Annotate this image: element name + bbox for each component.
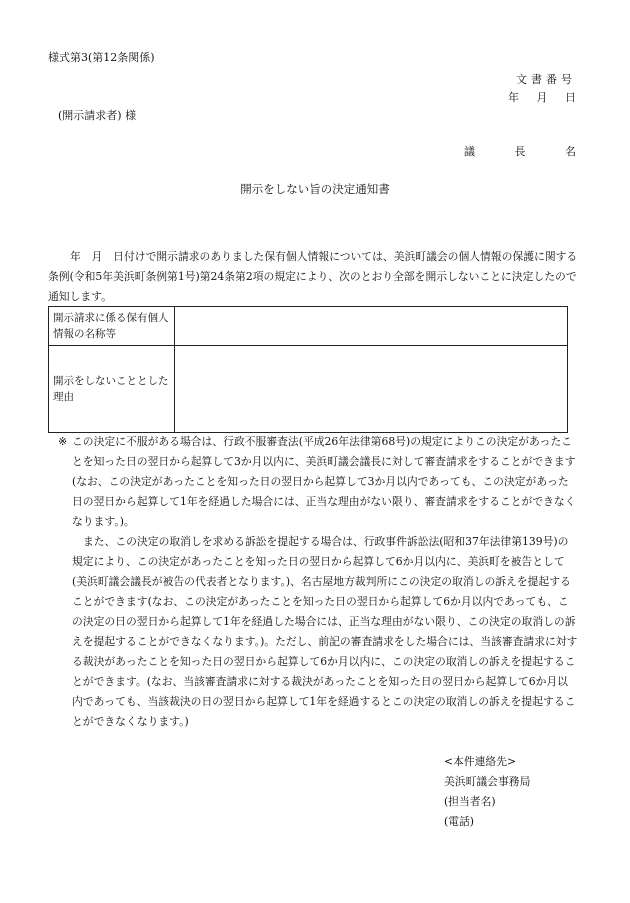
non-disclosure-reason-label: 開示をしないこととした理由 [49,346,175,433]
note-appeal-text: この決定に不服がある場合は、行政不服審査法(平成26年法律第68号)の規定によりこの決定があったことを知った日の翌日から起算して3か月以内に、美浜町議会議長に対して審査請求をすることができます(なお、この決定があったことを知った日の翌日から起算して3か月以内であっても、この決定があった日の翌日から起算して1年を経過した場合には、正当な理由がない限り、審査請求をすることができなくなります。)。 [72,435,576,528]
note-paragraph-lawsuit: また、この決定の取消しを求める訴訟を提起する場合は、行政事件訴訟法(昭和37年法律第139号)の規定により、この決定があったことを知った日の翌日から起算して6か月以内に、美浜町を被告として(美浜町議会議長が被告の代表者となります。)、名古屋地方裁判所にこの決定の取消しの訴えを提起することができます(なお、この決定があったことを知った日の翌日から起算して6か月以内であっても、この決定の日の翌日から起算して1年を経過した場合には、正当な理由がない限り、この決定の取消しの訴えを提起することができなくなります。)。ただし、前記の審査請求をした場合には、当該審査請求に対する裁決があったことを知った日の翌日から起算して6か月以内に、この決定の取消しの訴えを提起することができます。(なお、当該審査請求に対する裁決があったことを知った日の翌日から起算して6か月以内であっても、当該裁決の日の翌日から起算して1年を経過するとこの決定の取消しの訴えを提起することができなくなります。) [72,535,578,728]
decision-info-table [48,306,568,433]
document-number-label: 文書番号 [516,73,576,86]
notes-section [48,432,578,732]
document-date-label: 年 月 日 [508,91,576,104]
contact-office: 美浜町議会事務局 [444,775,531,788]
chairperson-name-label: 議 長 名 [464,145,576,158]
table-row [49,346,568,433]
form-label: 様式第3(第12条関係) [48,51,155,64]
requester-addressee: (開示請求者) 様 [58,109,137,122]
contact-person: (担当者名) [444,795,496,808]
document-title: 開示をしない旨の決定通知書 [240,182,390,196]
non-disclosure-reason-value [175,346,568,433]
contact-block [444,752,530,832]
contact-phone: (電話) [444,815,475,828]
note-paragraph-appeal [48,432,578,532]
note-mark: ※ [58,435,68,448]
contact-heading: <本件連絡先> [444,755,517,768]
personal-info-name-label: 開示請求に係る保有個人情報の名称等 [49,307,175,346]
intro-paragraph: 年 月 日付けで開示請求のありました保有個人情報については、美浜町議会の個人情報の保護に関する条例(令和5年美浜町条例第1号)第24条第2項の規定により、次のとおり全部を開示しないことに決定したので通知します。 [48,249,578,303]
table-row [49,307,568,346]
personal-info-name-value [175,307,568,346]
